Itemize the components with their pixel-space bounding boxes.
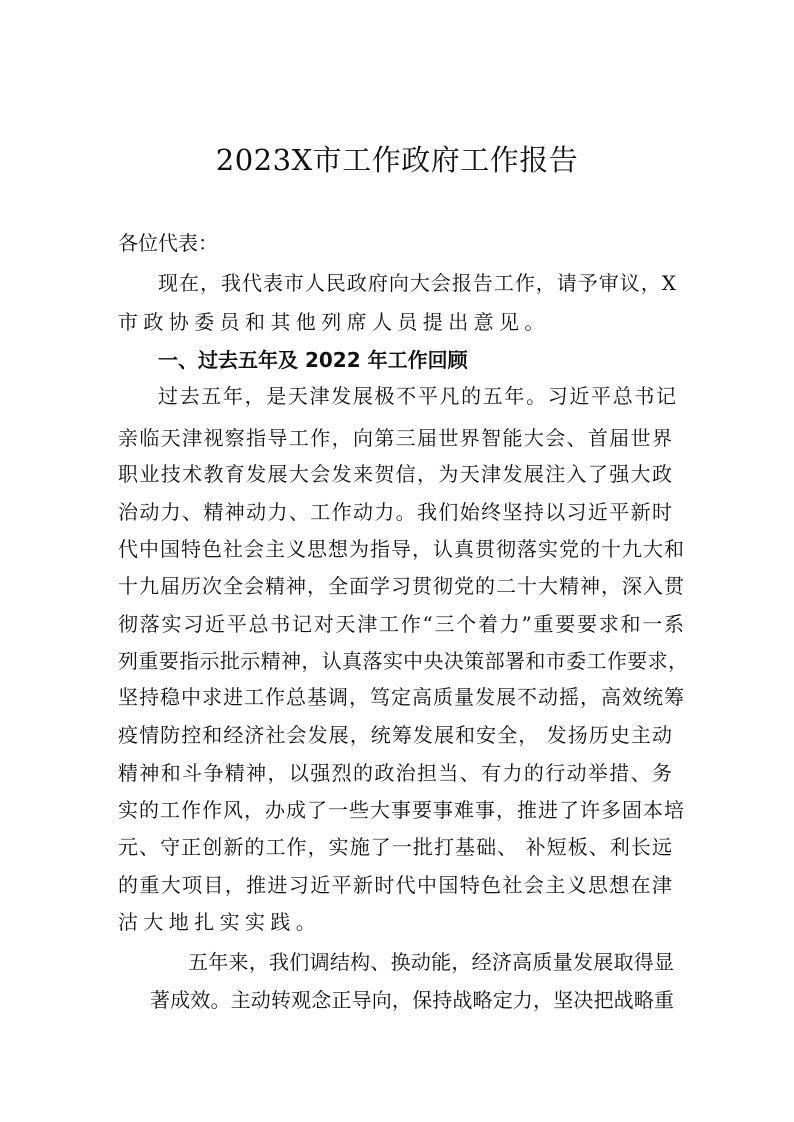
paragraph-line: 坚持稳中求进工作总基调，笃定高质量发展不动摇，高效统筹	[118, 685, 684, 709]
paragraph-line: 精神和斗争精神，以强烈的政治担当、有力的行动举措、务	[118, 761, 672, 785]
intro-line: 市政协委员和其他列席人员提出意见。	[118, 310, 550, 334]
paragraph-line: 列重要指示批示精神，认真落实中央决策部署和市委工作要求，	[118, 649, 688, 673]
document-title: 2023X市工作政府工作报告	[215, 143, 579, 177]
intro-line: 现在，我代表市人民政府向大会报告工作，请予审议，X	[158, 271, 676, 295]
paragraph-line: 实的工作作风，办成了一些大事要事难事，推进了许多固本培	[118, 798, 684, 822]
salutation: 各位代表：	[118, 231, 218, 255]
paragraph-line: 彻落实习近平总书记对天津工作“三个着力”重要要求和一系	[118, 612, 684, 636]
section-heading: 一、过去五年及 2022 年工作回顾	[158, 348, 468, 372]
paragraph-line: 沽大地扎实实践。	[118, 910, 322, 934]
paragraph-line: 代中国特色社会主义思想为指导，认真贯彻落实党的十九大和	[118, 537, 684, 561]
paragraph-line: 疫情防控和经济社会发展，统筹发展和安全， 发扬历史主动	[118, 723, 672, 747]
paragraph-line: 过去五年，是天津发展极不平凡的五年。习近平总书记	[158, 384, 676, 408]
paragraph-line: 治动力、精神动力、工作动力。我们始终坚持以习近平新时	[118, 500, 672, 524]
paragraph-line: 元、守正创新的工作，实施了一批打基础、 补短板、利长远	[118, 835, 672, 859]
paragraph-line: 五年来，我们调结构、换动能，经济高质量发展取得显	[188, 950, 674, 974]
paragraph-line: 亲临天津视察指导工作，向第三届世界智能大会、首届世界	[118, 426, 672, 450]
paragraph-line: 十九届历次全会精神，全面学习贯彻党的二十大精神，深入贯	[118, 574, 684, 598]
paragraph-line: 著成效。主动转观念正导向，保持战略定力，坚决把战略重	[150, 988, 674, 1012]
paragraph-line: 职业技术教育发展大会发来贺信，为天津发展注入了强大政	[118, 462, 672, 486]
paragraph-line: 的重大项目，推进习近平新时代中国特色社会主义思想在津	[118, 873, 672, 897]
